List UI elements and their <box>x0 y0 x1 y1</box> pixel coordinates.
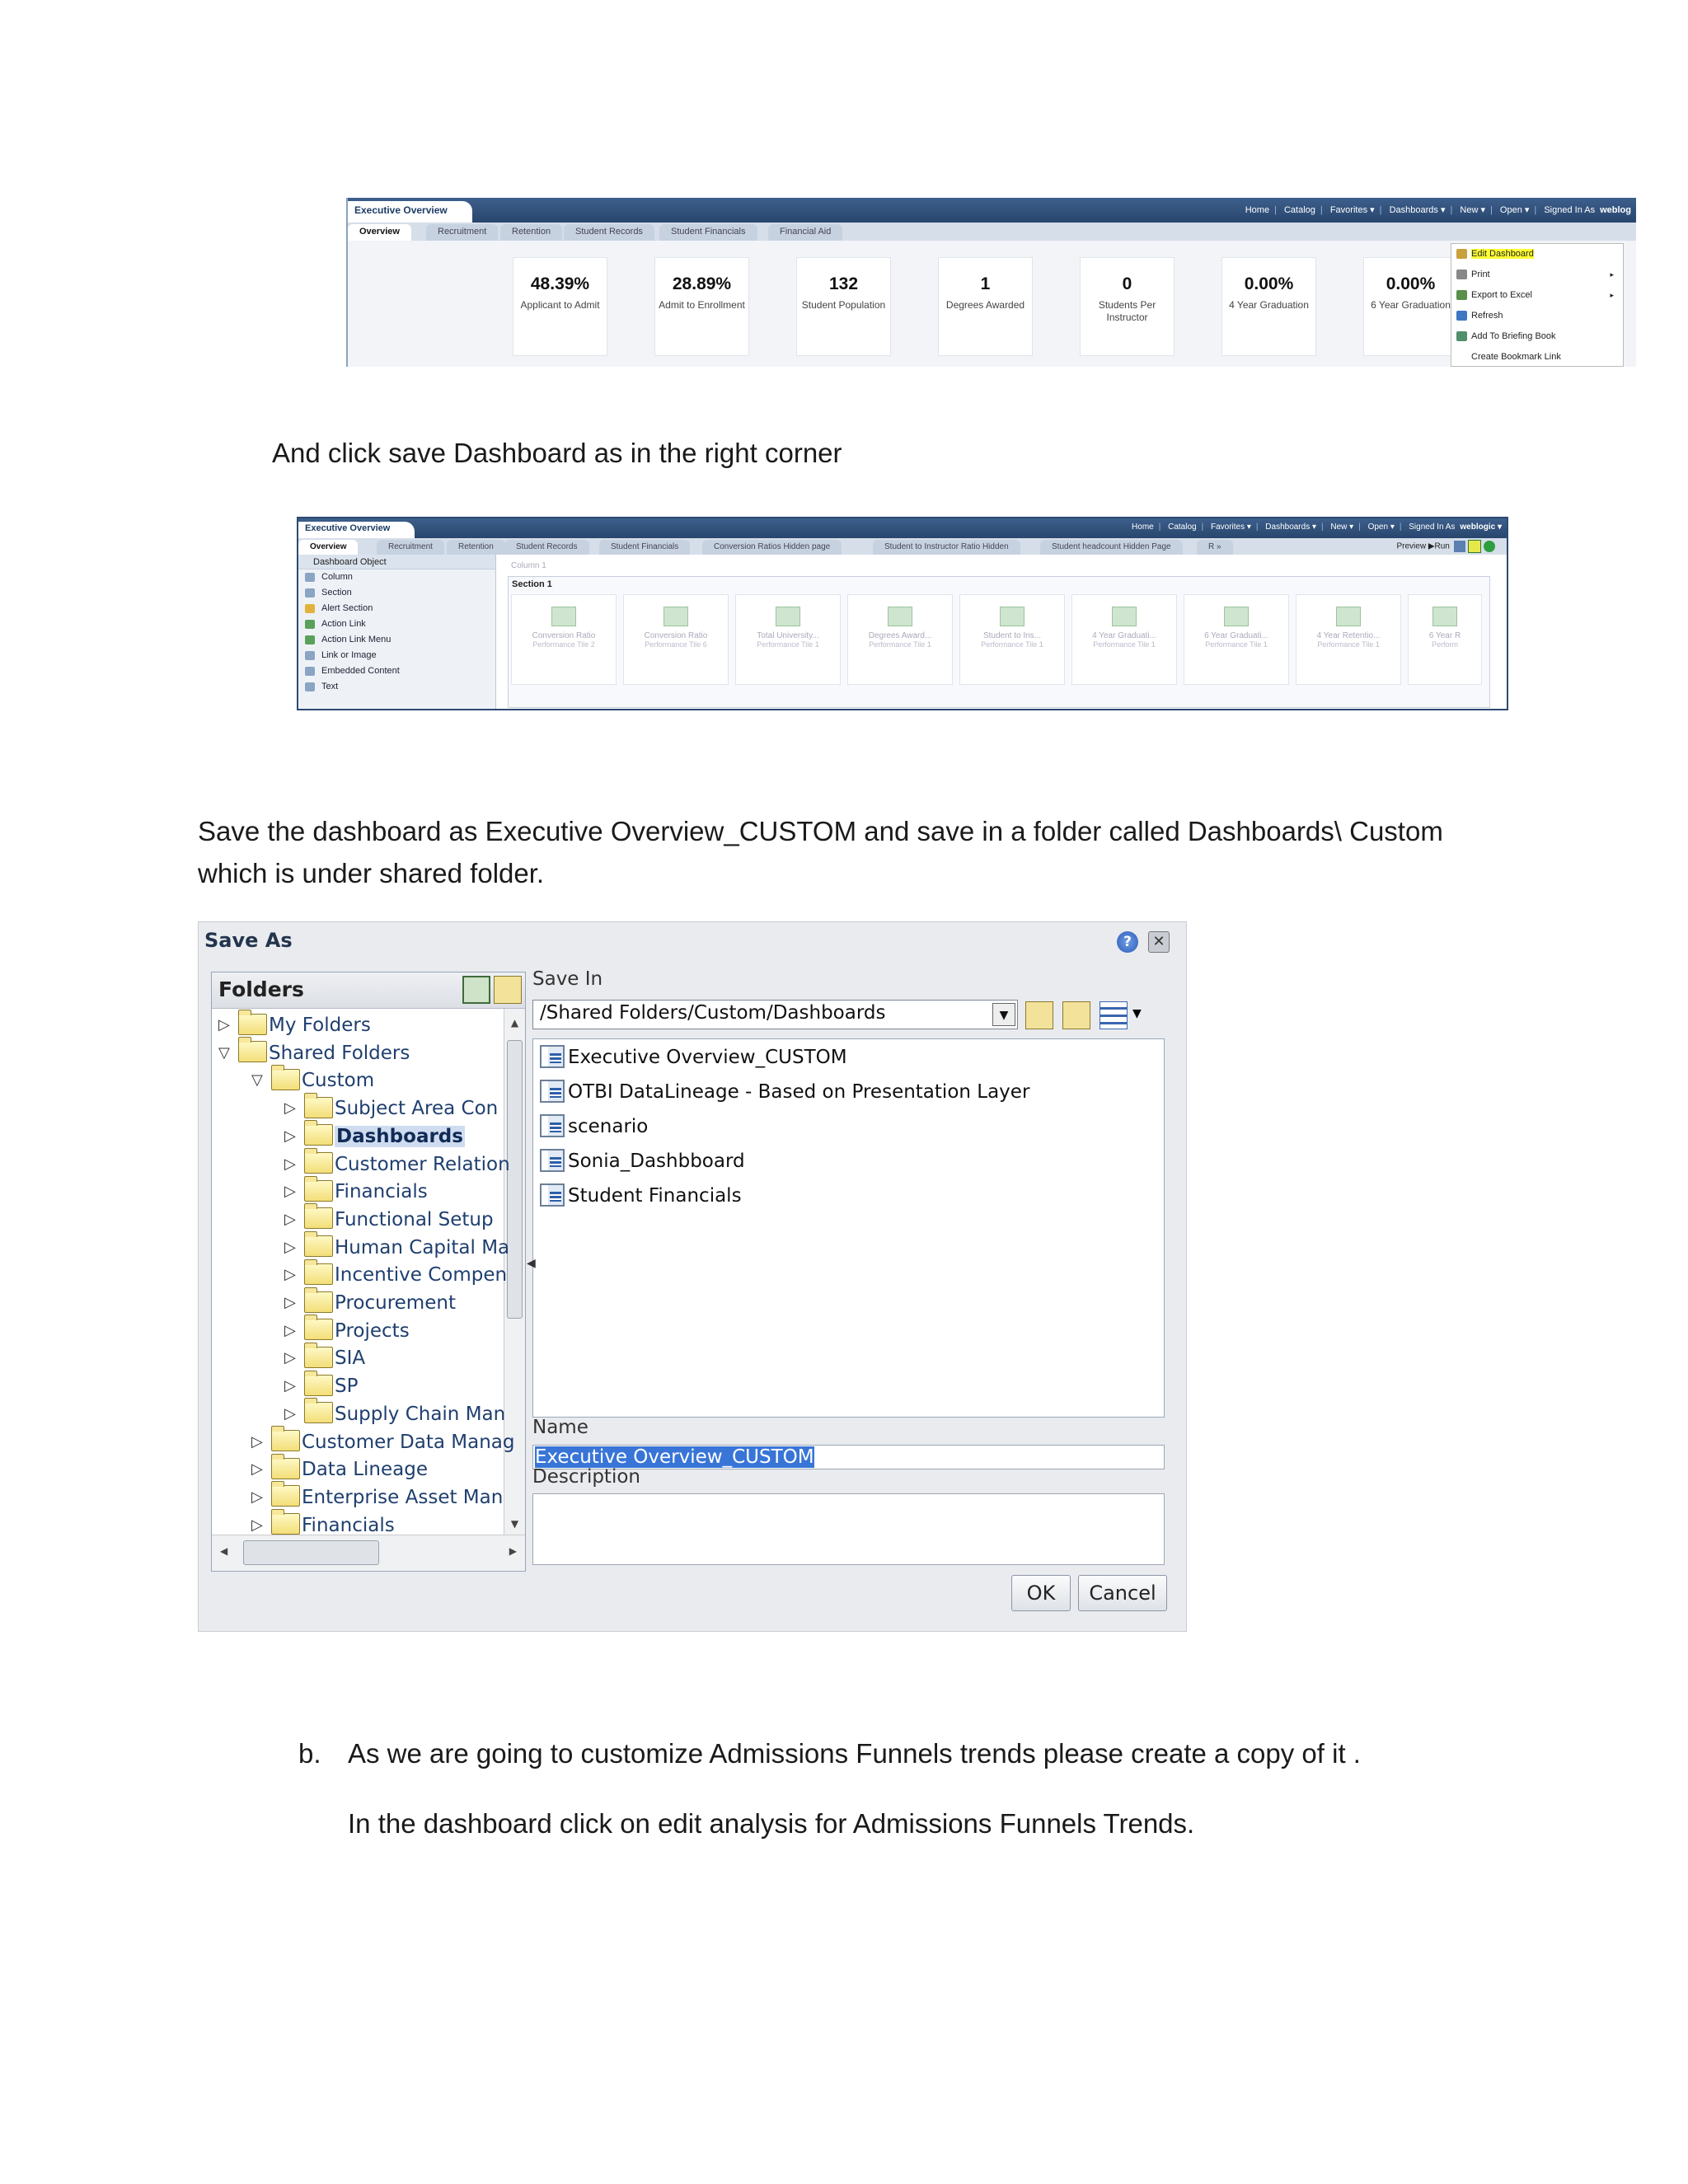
analysis-icon <box>888 607 912 626</box>
refresh-icon <box>1456 311 1467 321</box>
excel-icon <box>1456 290 1467 300</box>
list-marker: b. <box>298 1738 321 1769</box>
object-column[interactable] <box>298 569 495 585</box>
user-name[interactable]: weblogic ▾ <box>1460 523 1502 532</box>
global-links: Home | Catalog | Favorites ▾ | Dashboards ▾ | New ▾ | Open ▾ | Signed In As weblog <box>1245 205 1631 215</box>
tab-student-instructor[interactable]: Student to Instructor Ratio Hidden <box>873 540 1020 555</box>
close-icon[interactable]: ✕ <box>1148 931 1170 953</box>
object-label: Action Link Menu <box>321 635 392 644</box>
save-as-icon[interactable] <box>1468 540 1481 553</box>
tile-title: 6 Year R <box>1428 631 1461 640</box>
tab-conversion-ratios[interactable]: Conversion Ratios Hidden page <box>702 540 842 555</box>
help-icon[interactable]: ? <box>1117 931 1138 953</box>
tile-placeholder[interactable] <box>1071 594 1177 685</box>
expand-icon[interactable]: ▷ <box>284 1377 296 1395</box>
menu-label: Create Bookmark Link <box>1471 352 1561 362</box>
object-label: Text <box>321 682 339 691</box>
expand-icon[interactable]: ▷ <box>284 1099 296 1118</box>
tree-item[interactable] <box>284 1178 428 1206</box>
expand-icon[interactable]: ▷ <box>284 1266 296 1284</box>
dashboard-screenshot-1 <box>346 198 1636 367</box>
tree-item-label: SIA <box>335 1347 366 1370</box>
instruction-text: In the dashboard click on edit analysis for Admissions Funnels Trends. <box>348 1808 1195 1839</box>
expand-icon[interactable]: ▷ <box>284 1294 296 1311</box>
refresh-menu-item[interactable] <box>1456 307 1617 324</box>
expand-icon[interactable]: ▷ <box>218 1016 230 1033</box>
tree-item-label: Data Lineage <box>302 1459 429 1481</box>
kpi-tile[interactable] <box>796 257 891 356</box>
tree-item-label: Shared Folders <box>269 1042 410 1064</box>
tree-item-label: Financials <box>335 1181 428 1203</box>
tile-subtitle: Performance Tile 1 <box>1093 640 1156 649</box>
instruction-text: And click save Dashboard as in the right corner <box>272 438 842 468</box>
tab-overview[interactable]: Overview <box>348 224 411 241</box>
tile-placeholder[interactable] <box>1184 594 1289 685</box>
section-icon <box>305 588 315 598</box>
folder-icon <box>304 1207 333 1229</box>
save-in-path-select[interactable] <box>532 1000 1018 1029</box>
tab-financial-aid[interactable]: Financial Aid <box>768 224 842 241</box>
folder-icon <box>271 1069 300 1090</box>
tree-item[interactable] <box>284 1206 494 1234</box>
expand-icon[interactable]: ▷ <box>251 1488 263 1506</box>
kpi-value: 28.89% <box>672 274 732 293</box>
tile-placeholder[interactable] <box>1408 594 1482 685</box>
folder-icon <box>304 1291 333 1313</box>
tree-item[interactable] <box>284 1094 498 1122</box>
global-header <box>298 518 1507 538</box>
list-item[interactable] <box>540 1179 742 1212</box>
open-menu[interactable]: Open ▾ <box>1499 205 1530 215</box>
layout-canvas <box>496 555 1507 710</box>
submenu-arrow-icon: ▸ <box>1610 291 1614 299</box>
object-action-link-menu[interactable] <box>298 632 495 648</box>
favorites-menu[interactable]: Favorites ▾ <box>1329 205 1375 215</box>
tile-title: Total University... <box>757 631 819 640</box>
scroll-up-icon[interactable]: ▲ <box>510 1017 519 1029</box>
folder-icon <box>304 1402 333 1423</box>
list-item[interactable] <box>540 1041 847 1074</box>
analysis-icon <box>551 607 576 626</box>
scroll-down-icon[interactable]: ▼ <box>510 1518 519 1530</box>
list-item[interactable] <box>540 1145 745 1178</box>
kpi-tile[interactable] <box>654 257 749 356</box>
tab-student-records[interactable]: Student Records <box>504 540 589 555</box>
submenu-arrow-icon: ▸ <box>1610 270 1614 279</box>
kpi-label: Student Population <box>801 299 886 311</box>
folders-header <box>212 972 525 1009</box>
expand-icon[interactable]: ▷ <box>284 1127 296 1145</box>
link-image-icon <box>305 651 315 660</box>
chevron-down-icon[interactable]: ▼ <box>1132 1007 1142 1020</box>
home-link[interactable]: Home <box>1245 205 1270 215</box>
tile-title: 4 Year Retentio... <box>1316 631 1381 640</box>
action-link-icon <box>305 620 315 629</box>
folder-icon <box>271 1513 300 1535</box>
section-label: Section 1 <box>512 579 552 589</box>
tab-recruitment[interactable]: Recruitment <box>426 224 498 241</box>
dashboard-icon <box>540 1149 565 1172</box>
expand-icon[interactable]: ▷ <box>284 1155 296 1173</box>
tab-retention[interactable]: Retention <box>447 540 505 555</box>
tile-subtitle: Performance Tile 1 <box>1205 640 1268 649</box>
kpi-tile[interactable] <box>513 257 607 356</box>
tile-subtitle: Perform <box>1431 640 1458 649</box>
tree-item-label: Functional Setup <box>335 1208 494 1230</box>
dashboard-icon <box>540 1183 565 1207</box>
kpi-label: Degrees Awarded <box>945 299 1025 311</box>
folder-icon <box>304 1319 333 1340</box>
tree-item[interactable] <box>251 1511 395 1540</box>
object-section[interactable] <box>298 585 495 601</box>
tile-subtitle: Performance Tile 6 <box>645 640 707 649</box>
tree-item-label: Financials <box>302 1514 395 1536</box>
instruction-text: As we are going to customize Admissions Funnels trends please create a copy of it . <box>348 1738 1361 1769</box>
analysis-icon <box>776 607 800 626</box>
tile-subtitle: Performance Tile 1 <box>981 640 1043 649</box>
tree-item[interactable] <box>284 1261 507 1289</box>
tile-title: Conversion Ratio <box>532 631 596 640</box>
printer-icon <box>1456 269 1467 279</box>
kpi-value: 0.00% <box>1244 274 1294 293</box>
kpi-label: Students Per Instructor <box>1098 299 1156 323</box>
new-menu[interactable]: New ▾ <box>1460 205 1485 215</box>
tree-item-label: Customer Relation <box>335 1153 510 1175</box>
tab-student-headcount[interactable]: Student headcount Hidden Page <box>1040 540 1183 555</box>
bookmark-link-menu-item[interactable] <box>1456 349 1617 365</box>
objects-header: Dashboard Object <box>298 555 495 569</box>
analysis-icon <box>1224 607 1249 626</box>
kpi-value: 48.39% <box>530 274 590 293</box>
dashboard-edit-screenshot <box>297 517 1508 710</box>
kpi-value: 0.00% <box>1386 274 1436 293</box>
tree-item-label: Enterprise Asset Man <box>302 1486 504 1508</box>
object-action-link[interactable] <box>298 616 495 632</box>
tab-student-financials[interactable]: Student Financials <box>659 224 757 241</box>
save-in-label: Save In <box>532 968 603 990</box>
folder-icon <box>304 1235 333 1257</box>
save-as-dialog <box>198 921 1187 1632</box>
ok-button[interactable]: OK <box>1011 1575 1071 1611</box>
tile-placeholder[interactable] <box>623 594 729 685</box>
tree-item[interactable] <box>218 1011 371 1039</box>
folder-icon <box>271 1458 300 1479</box>
folder-icon <box>304 1124 333 1146</box>
object-text[interactable] <box>298 679 495 695</box>
analysis-icon <box>1000 607 1025 626</box>
save-in-path: /Shared Folders/Custom/Dashboards <box>540 1002 886 1024</box>
tree-item-label: Customer Data Manag <box>302 1431 515 1453</box>
file-name: Executive Overview_CUSTOM <box>568 1047 847 1068</box>
object-label: Action Link <box>321 619 366 629</box>
dashboard-objects-panel <box>298 555 496 710</box>
tab-more[interactable]: R » <box>1197 540 1233 555</box>
folder-tree-view-icon[interactable] <box>462 976 490 1004</box>
object-label: Embedded Content <box>321 666 400 676</box>
cancel-button[interactable]: Cancel <box>1078 1575 1167 1611</box>
signed-in-label: Signed In As <box>1544 205 1596 215</box>
kpi-tile[interactable] <box>1080 257 1175 356</box>
object-link-image[interactable] <box>298 648 495 663</box>
tree-item[interactable] <box>251 1483 503 1511</box>
catalog-link[interactable]: Catalog <box>1283 205 1315 215</box>
object-embedded-content[interactable] <box>298 663 495 679</box>
object-label: Column <box>321 572 353 582</box>
menu-label: Export to Excel <box>1471 290 1532 300</box>
embedded-content-icon <box>305 667 315 676</box>
dashboard-icon <box>540 1080 565 1103</box>
list-item[interactable] <box>540 1076 1029 1108</box>
tile-placeholder[interactable] <box>735 594 841 685</box>
page-options-menu <box>1451 243 1624 367</box>
file-name: Student Financials <box>568 1185 742 1207</box>
text-icon <box>305 682 315 691</box>
kpi-value: 1 <box>980 274 991 293</box>
signed-in-label: Signed In As <box>1409 523 1456 532</box>
menu-label: Edit Dashboard <box>1471 249 1534 259</box>
description-label: Description <box>532 1466 640 1488</box>
expand-icon[interactable]: ▷ <box>251 1460 263 1479</box>
help-icon[interactable] <box>1484 541 1495 552</box>
pencil-icon <box>1456 249 1467 259</box>
folder-icon <box>304 1180 333 1202</box>
user-name[interactable]: weblog <box>1600 205 1631 215</box>
tile-placeholder[interactable] <box>1296 594 1401 685</box>
tab-recruitment[interactable]: Recruitment <box>377 540 444 555</box>
tile-subtitle: Performance Tile 1 <box>757 640 819 649</box>
menu-label: Add To Briefing Book <box>1471 331 1556 341</box>
folders-title: Folders <box>218 977 304 1001</box>
catalog-link[interactable]: Catalog <box>1168 523 1197 532</box>
alert-icon <box>305 604 315 613</box>
print-menu-item[interactable] <box>1456 266 1617 283</box>
analysis-icon <box>1336 607 1361 626</box>
list-item[interactable] <box>540 1110 648 1143</box>
tree-item[interactable] <box>284 1400 505 1428</box>
analysis-icon <box>1112 607 1137 626</box>
tile-title: Degrees Award... <box>868 631 932 640</box>
name-label: Name <box>532 1417 588 1438</box>
folder-icon <box>304 1097 333 1118</box>
up-folder-icon[interactable] <box>1025 1001 1053 1029</box>
tree-item[interactable] <box>251 1428 514 1456</box>
description-textarea[interactable] <box>532 1493 1165 1565</box>
tab-retention[interactable]: Retention <box>500 224 562 241</box>
kpi-label: Applicant to Admit <box>520 299 600 311</box>
panel-splitter-icon[interactable]: ◀ <box>527 1257 536 1270</box>
scroll-thumb[interactable] <box>243 1540 379 1565</box>
instruction-text: which is under shared folder. <box>198 858 545 888</box>
folder-icon <box>238 1014 267 1035</box>
edit-toolbar: Preview ▶Run <box>1396 540 1495 555</box>
expand-icon[interactable]: ▷ <box>251 1432 263 1451</box>
dashboard-canvas <box>348 241 1636 367</box>
tile-subtitle: Performance Tile 1 <box>869 640 931 649</box>
tile-placeholder[interactable] <box>511 594 617 685</box>
folder-icon <box>304 1152 333 1174</box>
dashboard-tabs <box>348 223 1636 241</box>
tree-item-label: SP <box>335 1376 359 1398</box>
kpi-label: 6 Year Graduation <box>1371 299 1451 311</box>
analysis-icon <box>663 607 688 626</box>
dashboard-title: Executive Overview <box>348 201 472 223</box>
tab-student-financials[interactable]: Student Financials <box>599 540 690 555</box>
chevron-down-icon[interactable]: ▼ <box>992 1003 1015 1026</box>
file-name: OTBI DataLineage - Based on Presentation Layer <box>568 1081 1030 1103</box>
tree-horizontal-scrollbar[interactable] <box>212 1535 525 1571</box>
scroll-left-icon[interactable]: ◀ <box>220 1545 228 1557</box>
tab-overview[interactable]: Overview <box>298 540 358 555</box>
tree-item-label: Custom <box>302 1070 375 1092</box>
tree-item[interactable] <box>284 1122 465 1151</box>
expand-icon[interactable]: ▷ <box>284 1183 296 1201</box>
dashboards-menu[interactable]: Dashboards ▾ <box>1389 205 1446 215</box>
dashboards-menu[interactable]: Dashboards ▾ <box>1265 523 1316 532</box>
analysis-icon <box>1432 607 1457 626</box>
tree-item[interactable] <box>251 1066 374 1094</box>
export-excel-menu-item[interactable] <box>1456 287 1617 303</box>
menu-label: Refresh <box>1471 311 1503 321</box>
tree-item[interactable] <box>284 1317 410 1345</box>
tile-title: Student to Ins... <box>982 631 1042 640</box>
expand-icon[interactable]: ▷ <box>284 1321 296 1339</box>
tree-item-label: Dashboards <box>336 1125 463 1147</box>
expand-icon[interactable]: ▷ <box>251 1516 263 1534</box>
action-link-menu-icon <box>305 635 315 644</box>
object-label: Alert Section <box>321 603 373 613</box>
kpi-tile[interactable] <box>938 257 1033 356</box>
kpi-tile[interactable] <box>1221 257 1316 356</box>
global-links: Home | Catalog | Favorites ▾ | Dashboards ▾ | New ▾ | Open ▾ | Signed In As weblogic ▾ <box>1132 523 1502 532</box>
tree-item[interactable] <box>218 1039 410 1067</box>
favorites-menu[interactable]: Favorites ▾ <box>1210 523 1251 532</box>
expand-icon[interactable]: ▷ <box>284 1349 296 1367</box>
instruction-text: Save the dashboard as Executive Overview_CUSTOM and save in a folder called Dashboards\ Custom <box>198 816 1443 846</box>
tile-title: Conversion Ratio <box>644 631 708 640</box>
collapse-icon[interactable]: ▽ <box>251 1071 263 1090</box>
new-menu[interactable]: New ▾ <box>1330 523 1354 532</box>
file-name: Sonia_Dashbboard <box>568 1151 745 1172</box>
tree-item-label: Human Capital Ma <box>335 1236 510 1258</box>
show-folders-icon[interactable] <box>494 976 522 1004</box>
folder-icon <box>304 1263 333 1285</box>
kpi-tile[interactable] <box>1363 257 1458 356</box>
dashboard-icon <box>540 1114 565 1137</box>
tree-item-label: Procurement <box>335 1292 456 1314</box>
tree-item-label: Subject Area Con <box>335 1098 499 1120</box>
folder-icon <box>271 1430 300 1451</box>
folders-panel <box>211 972 526 1572</box>
tile-subtitle: Performance Tile 1 <box>1317 640 1380 649</box>
tree-item[interactable] <box>251 1455 428 1483</box>
expand-icon[interactable]: ▷ <box>284 1404 296 1422</box>
tree-item[interactable] <box>284 1344 365 1372</box>
home-link[interactable]: Home <box>1132 523 1154 532</box>
tile-title: 6 Year Graduati... <box>1204 631 1268 640</box>
edit-dashboard-menu-item[interactable] <box>1456 246 1617 262</box>
briefing-book-icon <box>1456 331 1467 341</box>
tree-item-label: Supply Chain Man <box>335 1403 506 1425</box>
kpi-label: 4 Year Graduation <box>1229 299 1309 311</box>
tab-student-records[interactable]: Student Records <box>564 224 654 241</box>
run-button[interactable]: Run <box>1434 541 1450 551</box>
dashboard-tabs <box>298 538 1507 555</box>
tile-subtitle: Performance Tile 2 <box>532 640 595 649</box>
file-name: scenario <box>568 1116 649 1137</box>
preview-button[interactable]: Preview <box>1396 541 1427 551</box>
tree-item-label: Projects <box>335 1319 410 1342</box>
folder-icon <box>238 1041 267 1062</box>
object-label: Section <box>321 588 352 598</box>
column-label: Column 1 <box>511 561 546 570</box>
kpi-label: Admit to Enrollment <box>659 299 745 311</box>
expand-icon[interactable]: ▷ <box>284 1210 296 1228</box>
tree-item-label: Incentive Compen <box>335 1264 508 1286</box>
tree-item[interactable] <box>284 1234 509 1262</box>
tile-placeholder[interactable] <box>959 594 1065 685</box>
save-icon[interactable] <box>1454 541 1465 552</box>
dialog-title: Save As <box>204 929 293 952</box>
tree-item[interactable] <box>284 1372 358 1400</box>
kpi-value: 132 <box>828 274 859 293</box>
tree-item[interactable] <box>284 1289 456 1317</box>
menu-label: Print <box>1471 269 1490 279</box>
dashboard-title: Executive Overview <box>298 522 415 538</box>
dashboard-icon <box>540 1045 565 1068</box>
scroll-thumb[interactable] <box>507 1040 523 1319</box>
global-header <box>348 198 1636 223</box>
object-alert-section[interactable] <box>298 601 495 616</box>
scroll-right-icon[interactable]: ▶ <box>509 1545 517 1557</box>
file-list <box>532 1038 1165 1418</box>
folder-icon <box>304 1347 333 1368</box>
kpi-value: 0 <box>1122 274 1132 293</box>
new-folder-icon[interactable] <box>1062 1001 1090 1029</box>
object-label: Link or Image <box>321 650 377 660</box>
collapse-icon[interactable]: ▽ <box>218 1043 230 1062</box>
tree-item-label: My Folders <box>269 1015 371 1036</box>
open-menu[interactable]: Open ▾ <box>1367 523 1395 532</box>
folder-icon <box>271 1485 300 1507</box>
folder-icon <box>304 1375 333 1396</box>
tree-item[interactable] <box>284 1151 510 1179</box>
tile-title: 4 Year Graduati... <box>1092 631 1156 640</box>
tile-placeholder[interactable] <box>847 594 953 685</box>
briefing-book-menu-item[interactable] <box>1456 328 1617 344</box>
expand-icon[interactable]: ▷ <box>284 1238 296 1256</box>
name-value: Executive Overview_CUSTOM <box>535 1446 814 1468</box>
column-icon <box>305 573 315 582</box>
view-options-icon[interactable] <box>1100 1001 1128 1029</box>
